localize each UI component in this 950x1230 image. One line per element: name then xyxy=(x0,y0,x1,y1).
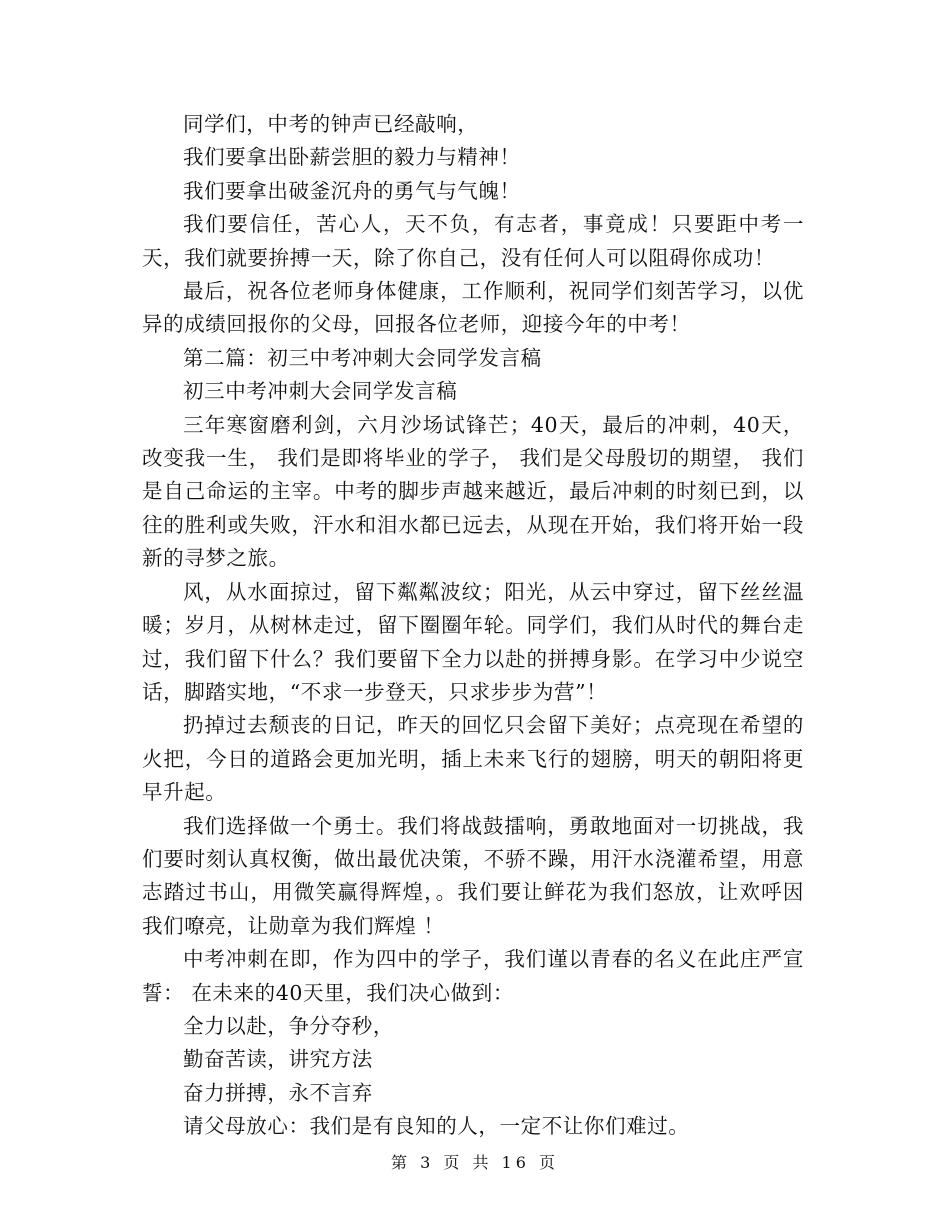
paragraph: 中考冲刺在即，作为四中的学子，我们谨以青春的名义在此庄严宣誓： 在未来的40天里，我们决心做到： xyxy=(142,947,804,1005)
pledge-line: 奋力拼搏，永不言弃 xyxy=(183,1080,373,1105)
paragraph: 扔掉过去颓丧的日记，昨天的回忆只会留下美好；点亮现在希望的火把，今日的道路会更加光明，插上未来飞行的翅膀，明天的朝阳将更早升起。 xyxy=(142,713,804,805)
paragraph: 同学们，中考的钟声已经敲响， xyxy=(183,112,479,136)
paragraph: 我们要拿出卧薪尝胆的毅力与精神！ xyxy=(183,145,521,170)
paragraph: 风，从水面掠过，留下粼粼波纹；阳光，从云中穿过，留下丝丝温暖；岁月，从树林走过，留下圈圈年轮。同学们，我们从时代的舞台走过，我们留下什么？我们要留下全力以赴的拼搏身影。在学习中少说空话，脚踏实地，“不求一步登天，只求步步为营”！ xyxy=(142,579,804,704)
pledge-line: 勤奋苦读，讲究方法 xyxy=(183,1047,373,1072)
paragraph: 最后，祝各位老师身体健康，工作顺利，祝同学们刻苦学习，以优异的成绩回报你的父母，回报各位老师，迎接今年的中考！ xyxy=(142,279,804,337)
page-number-footer: 第 3 页 共 16 页 xyxy=(391,1153,559,1172)
section-heading: 第二篇：初三中考冲刺大会同学发言稿 xyxy=(183,345,542,370)
speech-title: 初三中考冲刺大会同学发言稿 xyxy=(183,379,458,404)
pledge-line: 全力以赴，争分夺秒， xyxy=(183,1013,394,1038)
paragraph: 我们要拿出破釜沉舟的勇气与气魄！ xyxy=(183,178,521,203)
document-body xyxy=(142,108,804,1144)
paragraph: 我们选择做一个勇士。我们将战鼓擂响，勇敢地面对一切挑战，我们要时刻认真权衡，做出最优决策，不骄不躁，用汗水浇灌希望，用意志踏过书山，用微笑赢得辉煌，。我们要让鲜花为我们怒放，让欢呼因我们嘹亮，让勋章为我们辉煌 ！ xyxy=(142,813,804,938)
paragraph: 我们要信任，苦心人，天不负，有志者，事竟成！只要距中考一天，我们就要拚搏一天，除了你自己，没有任何人可以阻碍你成功！ xyxy=(142,212,804,270)
paragraph: 三年寒窗磨利剑，六月沙场试锋芒；40天，最后的冲刺，40天，改变我一生， 我们是即将毕业的学子， 我们是父母殷切的期望， 我们是自己命运的主宰。中考的脚步声越来越近，最后冲刺的时刻已到，以往的胜利或失败，汗水和泪水都已远去，从现在开始，我们将开始一段新的寻梦之旅。 xyxy=(142,412,804,571)
paragraph: 请父母放心：我们是有良知的人，一定不让你们难过。 xyxy=(183,1114,690,1139)
